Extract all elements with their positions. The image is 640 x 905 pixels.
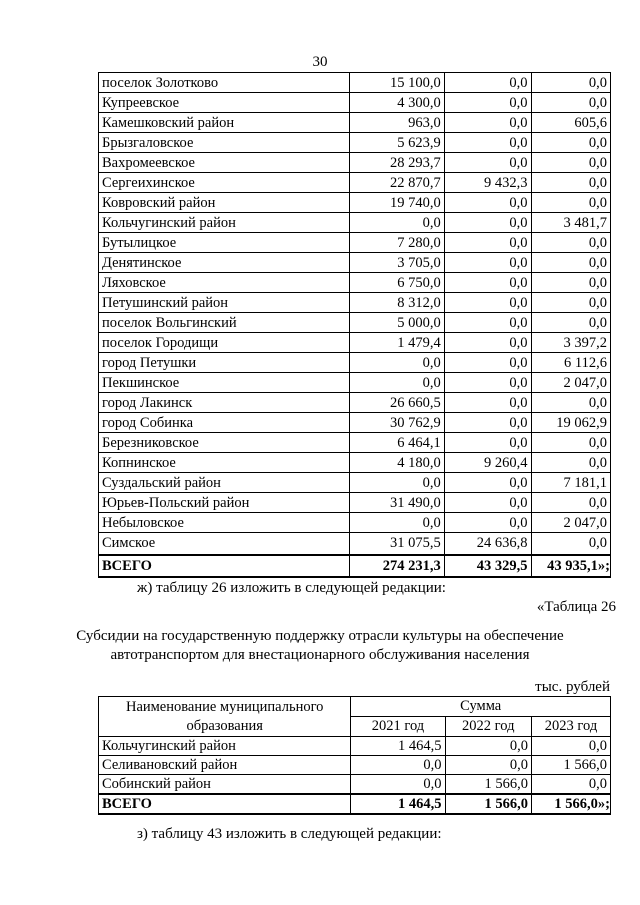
municipality-text: Кольчугинский район bbox=[102, 738, 236, 754]
table-row bbox=[99, 133, 611, 153]
value-2023-cell bbox=[531, 253, 611, 273]
value-2022-text: 0,0 bbox=[509, 434, 528, 451]
value-2023-text: 0,0 bbox=[588, 74, 607, 91]
value-2021-text: 0,0 bbox=[422, 374, 441, 391]
municipality-text: Собинский район bbox=[102, 776, 211, 792]
value-2021-text: 30 762,9 bbox=[389, 414, 441, 431]
value-2023-text: 0,0 bbox=[588, 434, 607, 451]
municipality-text: Копнинское bbox=[102, 454, 176, 471]
municipality-text: Брызгаловское bbox=[102, 134, 194, 151]
municipality-text: Вахромеевское bbox=[102, 154, 195, 171]
value-2023-cell bbox=[531, 393, 611, 413]
table-row bbox=[99, 453, 611, 473]
table-row bbox=[99, 273, 611, 293]
value-2023-text: 0,0 bbox=[588, 194, 607, 211]
value-2021-cell bbox=[349, 513, 444, 533]
table-row bbox=[99, 173, 611, 193]
value-2022-cell bbox=[444, 493, 531, 513]
municipality-cell bbox=[99, 333, 350, 353]
value-2023-text: 0,0 bbox=[588, 454, 607, 471]
municipality-text: Ляховское bbox=[102, 274, 166, 291]
value-2023-text: 19 062,9 bbox=[556, 414, 607, 431]
municipality-text: ВСЕГО bbox=[102, 796, 152, 812]
value-2023-cell bbox=[531, 413, 611, 433]
municipality-text: Селивановский район bbox=[102, 757, 238, 773]
table-row bbox=[99, 756, 611, 775]
value-2022-cell bbox=[444, 93, 531, 113]
value-2021-cell bbox=[349, 253, 444, 273]
value-2021-text: 28 293,7 bbox=[389, 154, 441, 171]
amendment-note-26: ж) таблицу 26 изложить в следующей редакции: bbox=[137, 580, 446, 596]
value-2022-cell bbox=[444, 453, 531, 473]
value-2022-text: 0,0 bbox=[509, 494, 528, 511]
table-row bbox=[99, 253, 611, 273]
value-2023-cell bbox=[531, 193, 611, 213]
municipality-text: город Петушки bbox=[102, 354, 197, 371]
value-2022-cell bbox=[444, 113, 531, 133]
closing-quote-suffix: »; bbox=[597, 796, 610, 812]
value-2022-cell bbox=[444, 393, 531, 413]
value-2021-cell bbox=[349, 153, 444, 173]
table-title-line1: Субсидии на государственную поддержку отрасли культуры на обеспечение bbox=[76, 628, 564, 644]
municipality-text: Суздальский район bbox=[102, 474, 221, 491]
value-2022-cell bbox=[444, 513, 531, 533]
value-2022-cell bbox=[445, 775, 532, 795]
value-2021-text: 0,0 bbox=[423, 757, 442, 773]
value-2023-cell bbox=[531, 555, 611, 577]
table-row bbox=[99, 493, 611, 513]
value-2023-cell bbox=[532, 737, 611, 756]
header-name-line1: Наименование муниципального bbox=[125, 698, 324, 715]
table-body bbox=[99, 737, 611, 815]
value-2021-cell bbox=[349, 373, 444, 393]
table-row bbox=[99, 313, 611, 333]
municipality-cell bbox=[99, 213, 350, 233]
value-2023-cell bbox=[532, 775, 611, 795]
unit-label: тыс. рублей bbox=[535, 679, 610, 695]
value-2021-cell bbox=[351, 756, 445, 775]
value-2021-text: 7 280,0 bbox=[397, 234, 441, 251]
municipality-text: Денятинское bbox=[102, 254, 182, 271]
value-2021-text: 5 623,9 bbox=[397, 134, 441, 151]
municipality-cell bbox=[99, 493, 350, 513]
value-2023-text: 0,0 bbox=[588, 494, 607, 511]
table-row bbox=[99, 775, 611, 795]
value-2021-cell bbox=[349, 333, 444, 353]
value-2023-cell bbox=[531, 233, 611, 253]
value-2021-cell bbox=[351, 794, 445, 814]
value-2022-cell bbox=[444, 193, 531, 213]
value-2023-text: 43 935,1 bbox=[547, 557, 598, 574]
municipality-cell bbox=[99, 93, 350, 113]
value-2022-text: 0,0 bbox=[509, 374, 528, 391]
municipality-cell bbox=[99, 555, 350, 577]
value-2021-cell bbox=[349, 353, 444, 373]
municipality-cell bbox=[99, 133, 350, 153]
value-2022-text: 0,0 bbox=[509, 214, 528, 231]
municipality-text: поселок Вольгинский bbox=[102, 314, 237, 331]
value-2023-text: 3 481,7 bbox=[563, 214, 607, 231]
value-2023-cell bbox=[531, 493, 611, 513]
municipality-cell bbox=[99, 273, 350, 293]
value-2022-cell bbox=[444, 333, 531, 353]
value-2021-cell bbox=[349, 193, 444, 213]
municipality-text: ВСЕГО bbox=[102, 557, 152, 574]
value-2021-text: 0,0 bbox=[423, 776, 442, 792]
municipality-cell bbox=[99, 233, 350, 253]
value-2023-text: 3 397,2 bbox=[563, 334, 607, 351]
value-2022-text: 1 566,0 bbox=[484, 796, 529, 812]
value-2023-text: 0,0 bbox=[588, 254, 607, 271]
value-2021-text: 31 075,5 bbox=[389, 535, 441, 552]
value-2022-text: 0,0 bbox=[509, 254, 528, 271]
subsidy-table-continued bbox=[98, 72, 611, 578]
municipality-cell bbox=[99, 193, 350, 213]
closing-quote-suffix: »; bbox=[597, 557, 610, 574]
value-2021-cell bbox=[349, 393, 444, 413]
value-2023-text: 0,0 bbox=[588, 234, 607, 251]
municipality-cell bbox=[99, 373, 350, 393]
municipality-cell bbox=[99, 513, 350, 533]
value-2021-cell bbox=[349, 93, 444, 113]
value-2022-cell bbox=[444, 473, 531, 493]
value-2023-text: 2 047,0 bbox=[563, 374, 607, 391]
municipality-cell bbox=[99, 353, 350, 373]
value-2021-cell bbox=[349, 413, 444, 433]
value-2022-text: 0,0 bbox=[509, 154, 528, 171]
municipality-cell bbox=[99, 433, 350, 453]
value-2022-cell bbox=[445, 737, 532, 756]
table-row bbox=[99, 293, 611, 313]
value-2021-text: 0,0 bbox=[422, 514, 441, 531]
table-row bbox=[99, 73, 611, 93]
value-2021-text: 5 000,0 bbox=[397, 314, 441, 331]
culture-transport-subsidy-table bbox=[98, 696, 611, 815]
municipality-cell bbox=[99, 153, 350, 173]
value-2022-cell bbox=[444, 293, 531, 313]
municipality-cell bbox=[99, 293, 350, 313]
value-2022-cell bbox=[444, 213, 531, 233]
value-2021-cell bbox=[349, 313, 444, 333]
value-2021-text: 22 870,7 bbox=[389, 174, 441, 191]
value-2022-text: 9 260,4 bbox=[484, 454, 528, 471]
value-2023-cell bbox=[531, 313, 611, 333]
total-row bbox=[99, 555, 611, 577]
value-2021-cell bbox=[349, 173, 444, 193]
value-2022-cell bbox=[444, 555, 531, 577]
value-2023-text: 7 181,1 bbox=[563, 474, 607, 491]
value-2023-cell bbox=[531, 373, 611, 393]
table-reference: «Таблица 26 bbox=[536, 599, 616, 615]
header-municipality bbox=[99, 697, 351, 737]
municipality-text: Ковровский район bbox=[102, 194, 216, 211]
value-2023-cell bbox=[531, 473, 611, 493]
header-sum: Сумма bbox=[351, 697, 611, 717]
value-2023-cell bbox=[531, 113, 611, 133]
table-title-line2: автотранспортом для внестационарного обслуживания населения bbox=[110, 647, 530, 663]
value-2023-text: 0,0 bbox=[588, 94, 607, 111]
value-2023-cell bbox=[532, 794, 611, 814]
municipality-cell bbox=[99, 794, 351, 814]
municipality-cell bbox=[99, 313, 350, 333]
value-2023-cell bbox=[532, 756, 611, 775]
municipality-text: Березниковское bbox=[102, 434, 199, 451]
value-2021-text: 19 740,0 bbox=[389, 194, 441, 211]
value-2023-text: 0,0 bbox=[588, 738, 607, 754]
value-2021-cell bbox=[351, 737, 445, 756]
value-2023-text: 605,6 bbox=[574, 114, 607, 131]
header-year-2021: 2021 год bbox=[351, 717, 445, 737]
value-2023-cell bbox=[531, 73, 611, 93]
municipality-cell bbox=[99, 113, 350, 133]
municipality-cell bbox=[99, 253, 350, 273]
value-2023-text: 6 112,6 bbox=[564, 354, 607, 371]
municipality-cell bbox=[99, 756, 351, 775]
table-row bbox=[99, 737, 611, 756]
value-2022-cell bbox=[444, 233, 531, 253]
header-year-2022: 2022 год bbox=[445, 717, 532, 737]
municipality-cell bbox=[99, 775, 351, 795]
value-2023-cell bbox=[531, 513, 611, 533]
municipality-cell bbox=[99, 453, 350, 473]
municipality-cell bbox=[99, 393, 350, 413]
value-2022-cell bbox=[445, 756, 532, 775]
value-2023-cell bbox=[531, 453, 611, 473]
value-2023-text: 0,0 bbox=[588, 134, 607, 151]
header-year-2023: 2023 год bbox=[532, 717, 611, 737]
municipality-text: город Лакинск bbox=[102, 394, 193, 411]
table-row bbox=[99, 373, 611, 393]
table-row bbox=[99, 233, 611, 253]
value-2022-text: 9 432,3 bbox=[484, 174, 528, 191]
municipality-cell bbox=[99, 413, 350, 433]
value-2022-text: 0,0 bbox=[509, 94, 528, 111]
value-2022-text: 0,0 bbox=[509, 114, 528, 131]
value-2022-cell bbox=[444, 253, 531, 273]
value-2023-cell bbox=[531, 333, 611, 353]
value-2021-cell bbox=[349, 473, 444, 493]
table-body bbox=[99, 73, 611, 577]
value-2023-cell bbox=[531, 153, 611, 173]
value-2022-text: 43 329,5 bbox=[476, 557, 528, 574]
value-2022-cell bbox=[444, 373, 531, 393]
total-row bbox=[99, 794, 611, 814]
page-number: 30 bbox=[312, 54, 328, 70]
value-2021-text: 6 464,1 bbox=[397, 434, 441, 451]
value-2023-cell bbox=[531, 213, 611, 233]
value-2022-text: 0,0 bbox=[509, 234, 528, 251]
value-2023-text: 0,0 bbox=[588, 394, 607, 411]
table-row bbox=[99, 413, 611, 433]
header-name-line2: образования bbox=[186, 717, 263, 734]
value-2022-cell bbox=[444, 153, 531, 173]
value-2021-text: 963,0 bbox=[408, 114, 441, 131]
value-2021-text: 1 464,5 bbox=[398, 738, 442, 754]
value-2022-cell bbox=[444, 533, 531, 555]
value-2021-text: 0,0 bbox=[422, 474, 441, 491]
municipality-text: Пекшинское bbox=[102, 374, 180, 391]
value-2021-cell bbox=[349, 493, 444, 513]
value-2021-text: 1 464,5 bbox=[398, 796, 442, 812]
value-2021-text: 15 100,0 bbox=[389, 74, 441, 91]
value-2022-cell bbox=[444, 133, 531, 153]
value-2022-text: 0,0 bbox=[509, 738, 529, 754]
value-2022-text: 0,0 bbox=[509, 334, 528, 351]
value-2022-text: 0,0 bbox=[509, 74, 528, 91]
value-2021-cell bbox=[351, 775, 445, 795]
value-2021-cell bbox=[349, 133, 444, 153]
value-2022-cell bbox=[444, 413, 531, 433]
municipality-cell bbox=[99, 173, 350, 193]
table-row bbox=[99, 213, 611, 233]
value-2023-cell bbox=[531, 93, 611, 113]
value-2021-text: 4 180,0 bbox=[397, 454, 441, 471]
table-row bbox=[99, 533, 611, 555]
value-2021-cell bbox=[349, 555, 444, 577]
municipality-text: Небыловское bbox=[102, 514, 184, 531]
value-2022-text: 0,0 bbox=[509, 194, 528, 211]
municipality-text: Симское bbox=[102, 535, 156, 552]
table-row bbox=[99, 353, 611, 373]
value-2022-text: 0,0 bbox=[509, 414, 528, 431]
value-2021-cell bbox=[349, 233, 444, 253]
value-2022-text: 0,0 bbox=[509, 314, 528, 331]
value-2022-text: 0,0 bbox=[509, 474, 528, 491]
value-2021-text: 0,0 bbox=[422, 354, 441, 371]
value-2021-cell bbox=[349, 453, 444, 473]
value-2022-text: 0,0 bbox=[509, 394, 528, 411]
value-2022-cell bbox=[444, 433, 531, 453]
value-2023-cell bbox=[531, 353, 611, 373]
value-2022-cell bbox=[444, 173, 531, 193]
value-2023-text: 0,0 bbox=[588, 535, 607, 552]
value-2021-text: 1 479,4 bbox=[397, 334, 441, 351]
table-row bbox=[99, 433, 611, 453]
value-2022-text: 0,0 bbox=[509, 514, 528, 531]
value-2022-text: 0,0 bbox=[509, 274, 528, 291]
value-2021-cell bbox=[349, 433, 444, 453]
municipality-cell bbox=[99, 73, 350, 93]
table-row bbox=[99, 113, 611, 133]
value-2021-cell bbox=[349, 113, 444, 133]
municipality-cell bbox=[99, 737, 351, 756]
value-2022-cell bbox=[444, 313, 531, 333]
value-2022-text: 0,0 bbox=[509, 294, 528, 311]
value-2023-text: 0,0 bbox=[588, 314, 607, 331]
municipality-text: Сергеихинское bbox=[102, 174, 195, 191]
value-2023-text: 1 566,0 bbox=[563, 757, 607, 773]
table-row bbox=[99, 473, 611, 493]
value-2021-text: 274 231,3 bbox=[382, 557, 441, 574]
value-2021-cell bbox=[349, 73, 444, 93]
table-row bbox=[99, 193, 611, 213]
municipality-text: город Собинка bbox=[102, 414, 194, 431]
value-2023-cell bbox=[531, 173, 611, 193]
value-2021-text: 0,0 bbox=[422, 214, 441, 231]
value-2023-text: 0,0 bbox=[588, 776, 607, 792]
municipality-cell bbox=[99, 533, 350, 555]
value-2021-cell bbox=[349, 533, 444, 555]
value-2023-cell bbox=[531, 533, 611, 555]
value-2023-text: 0,0 bbox=[588, 154, 607, 171]
value-2022-text: 1 566,0 bbox=[484, 776, 529, 792]
value-2022-cell bbox=[444, 273, 531, 293]
municipality-text: поселок Золотково bbox=[102, 74, 219, 91]
value-2023-text: 0,0 bbox=[588, 274, 607, 291]
value-2022-text: 0,0 bbox=[509, 354, 528, 371]
value-2022-cell bbox=[445, 794, 532, 814]
municipality-text: Бутылицкое bbox=[102, 234, 177, 251]
table-row bbox=[99, 333, 611, 353]
value-2023-text: 1 566,0 bbox=[554, 796, 598, 812]
value-2021-cell bbox=[349, 293, 444, 313]
value-2023-cell bbox=[531, 273, 611, 293]
value-2023-text: 0,0 bbox=[588, 174, 607, 191]
value-2021-text: 26 660,5 bbox=[389, 394, 441, 411]
value-2023-cell bbox=[531, 293, 611, 313]
table-row bbox=[99, 513, 611, 533]
value-2021-text: 8 312,0 bbox=[397, 294, 441, 311]
value-2021-text: 31 490,0 bbox=[389, 494, 441, 511]
municipality-text: поселок Городищи bbox=[102, 334, 219, 351]
value-2022-text: 24 636,8 bbox=[476, 535, 528, 552]
value-2021-text: 6 750,0 bbox=[397, 274, 441, 291]
value-2021-text: 3 705,0 bbox=[397, 254, 441, 271]
value-2023-text: 0,0 bbox=[588, 294, 607, 311]
municipality-text: Купреевское bbox=[102, 94, 180, 111]
value-2023-cell bbox=[531, 133, 611, 153]
value-2022-text: 0,0 bbox=[509, 757, 529, 773]
table-row bbox=[99, 393, 611, 413]
table-row bbox=[99, 93, 611, 113]
value-2023-text: 2 047,0 bbox=[563, 514, 607, 531]
municipality-text: Юрьев-Польский район bbox=[102, 494, 250, 511]
municipality-text: Петушинский район bbox=[102, 294, 229, 311]
value-2021-cell bbox=[349, 213, 444, 233]
table-row bbox=[99, 153, 611, 173]
municipality-text: Кольчугинский район bbox=[102, 214, 236, 231]
value-2022-cell bbox=[444, 353, 531, 373]
value-2022-cell bbox=[444, 73, 531, 93]
value-2021-text: 4 300,0 bbox=[397, 94, 441, 111]
amendment-note-43: з) таблицу 43 изложить в следующей редакции: bbox=[137, 826, 442, 842]
municipality-text: Камешковский район bbox=[102, 114, 235, 131]
value-2023-cell bbox=[531, 433, 611, 453]
municipality-cell bbox=[99, 473, 350, 493]
value-2021-cell bbox=[349, 273, 444, 293]
value-2022-text: 0,0 bbox=[509, 134, 528, 151]
